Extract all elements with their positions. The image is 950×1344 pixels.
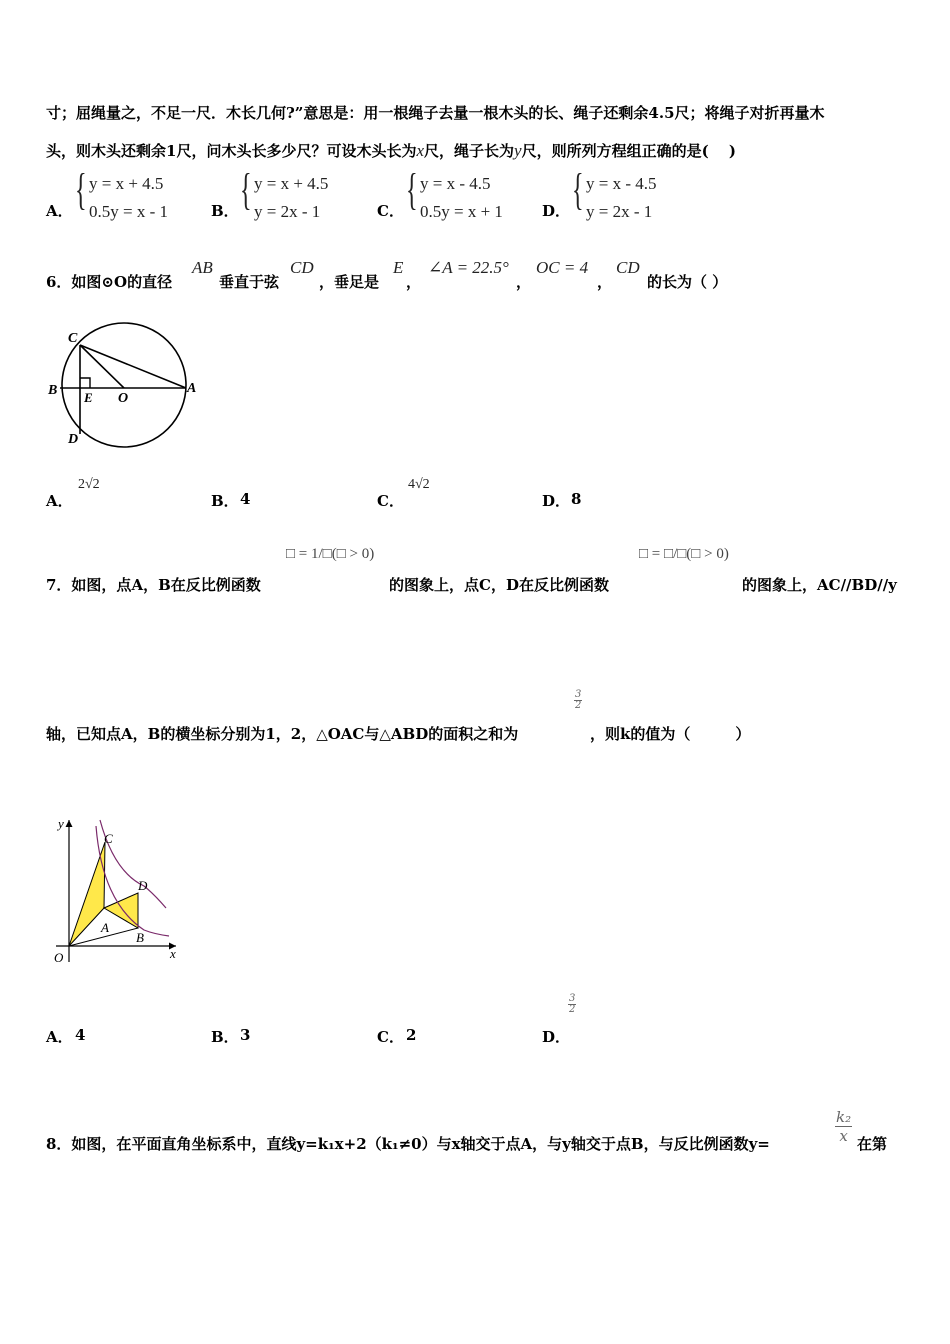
q7-option-d-value	[568, 994, 576, 1015]
q5-option-c-label: C．	[377, 202, 404, 220]
q7-fraction	[574, 690, 582, 711]
q7-label-c: C	[104, 831, 113, 846]
q6-option-d-label: D．	[542, 492, 571, 510]
q7-fraction-num: 3	[575, 689, 582, 700]
q7-option-d-label: D．	[542, 1028, 571, 1046]
q7-option-b-value: 3	[240, 1026, 251, 1044]
q7-text-4: 轴，已知点A，B的横坐标分别为1，2，△OAC与△ABD的面积之和为	[46, 725, 519, 743]
q8-fraction-den: x	[839, 1127, 848, 1145]
q6-option-c-label: C．	[377, 492, 404, 510]
q7-label-d: D	[138, 878, 148, 893]
q5-var-x: x	[416, 141, 424, 160]
q6-text-7: 的长为（ ）	[647, 273, 728, 291]
q5-option-d-eq2: y = 2x - 1	[586, 202, 653, 221]
q8-fraction	[835, 1108, 852, 1145]
q7-option-c-label: C．	[377, 1028, 404, 1046]
q7-option-a-label: A．	[46, 1028, 73, 1046]
q5-option-a-eq1: y = x + 4.5	[89, 174, 164, 193]
q5-option-d-eq1: y = x - 4.5	[586, 174, 657, 193]
q7-graph-figure	[44, 812, 189, 972]
q7-text-2: 的图象上，点C，D在反比例函数	[389, 576, 609, 594]
q5-option-d-label: D．	[542, 202, 571, 220]
q7-option-c-value: 2	[406, 1026, 417, 1044]
q6-math-angle: ∠A = 22.5°	[428, 258, 509, 277]
q5-line-1: 寸；屈绳量之，不足一尺．木长几何?”意思是：用一根绳子去量一根木头的长、绳子还剩余4.5尺；将绳子对折再量木	[46, 104, 825, 122]
q6-label-o: O	[118, 391, 129, 406]
q5-option-a-label: A．	[46, 202, 73, 220]
q7-label-x: x	[170, 946, 176, 961]
q6-math-ab: AB	[192, 258, 213, 277]
q7-function-1: □ = 1/□(□ > 0)	[286, 546, 375, 562]
q6-math-oc: OC = 4	[536, 258, 589, 277]
q7-fraction-den: 2	[575, 700, 582, 711]
q7-option-d-den: 2	[569, 1004, 576, 1015]
q6-text-2: 垂直于弦	[219, 273, 280, 291]
q6-option-d-value: 8	[571, 490, 582, 508]
q7-text-1: 7．如图，点A，B在反比例函数	[46, 576, 261, 594]
q8-text-2: 在第	[857, 1135, 888, 1153]
q6-option-a-label: A．	[46, 492, 73, 510]
q7-label-a: A	[101, 920, 109, 935]
q7-label-b: B	[136, 930, 144, 945]
q6-option-b-value: 4	[240, 490, 251, 508]
q6-label-c: C	[68, 331, 78, 346]
q5-option-b-eq1: y = x + 4.5	[254, 174, 329, 193]
q7-text-5: ，则k的值为（ ）	[590, 725, 751, 743]
q5-line-2a: 头，则木头还剩余1尺，问木头长多少尺？可设木头长为	[46, 142, 417, 160]
q6-text-6: ，	[597, 273, 613, 291]
q7-label-o: O	[54, 950, 64, 965]
q8-fraction-num: k₂	[836, 1108, 852, 1126]
q8-text-1: 8．如图，在平面直角坐标系中，直线y=k₁x+2（k₁≠0）与x轴交于点A，与y轴交于点B，与反比例函数y=	[46, 1135, 770, 1153]
q6-text-5: ，	[516, 273, 532, 291]
q6-option-a-value: 2√2	[78, 477, 100, 492]
q7-triangle-oac	[69, 842, 105, 946]
q7-label-y: y	[58, 816, 64, 831]
q7-option-d-num: 3	[569, 993, 576, 1004]
q6-circle-figure	[40, 318, 210, 453]
q6-label-d: D	[68, 432, 79, 447]
q6-text-4: ，	[406, 273, 422, 291]
q6-option-c-value: 4√2	[408, 477, 430, 492]
q6-right-angle-mark	[80, 378, 90, 388]
q6-math-e: E	[393, 258, 404, 277]
q7-option-b-label: B．	[211, 1028, 239, 1046]
q5-var-y: y	[514, 141, 522, 160]
q6-label-b: B	[48, 383, 58, 398]
q5-option-a-eq2: 0.5y = x - 1	[89, 202, 168, 221]
q6-label-e: E	[84, 390, 93, 405]
q6-math-cd2: CD	[616, 258, 640, 277]
q6-text-3: ，垂足是	[319, 273, 380, 291]
q6-option-b-label: B．	[211, 492, 239, 510]
q5-option-b-label: B．	[211, 202, 239, 220]
q6-math-cd: CD	[290, 258, 314, 277]
q5-option-c-eq2: 0.5y = x + 1	[420, 202, 503, 221]
q7-function-2: □ = □/□(□ > 0)	[639, 546, 729, 562]
q6-label-a: A	[187, 381, 197, 396]
q6-text-1: 6．如图⊙O的直径	[46, 273, 173, 291]
q5-option-b-eq2: y = 2x - 1	[254, 202, 321, 221]
q7-text-3: 的图象上，AC//BD//y	[742, 576, 897, 594]
q5-line-2	[46, 140, 736, 161]
q7-triangle-abd	[104, 893, 138, 928]
q6-segment-co	[80, 345, 124, 388]
q6-segment-ca	[80, 345, 186, 388]
q5-option-c-eq1: y = x - 4.5	[420, 174, 491, 193]
q7-option-a-value: 4	[75, 1026, 86, 1044]
q5-line-2b: 尺，绳子长为	[424, 142, 515, 160]
q5-line-2c: 尺，则所列方程组正确的是( )	[521, 142, 736, 160]
